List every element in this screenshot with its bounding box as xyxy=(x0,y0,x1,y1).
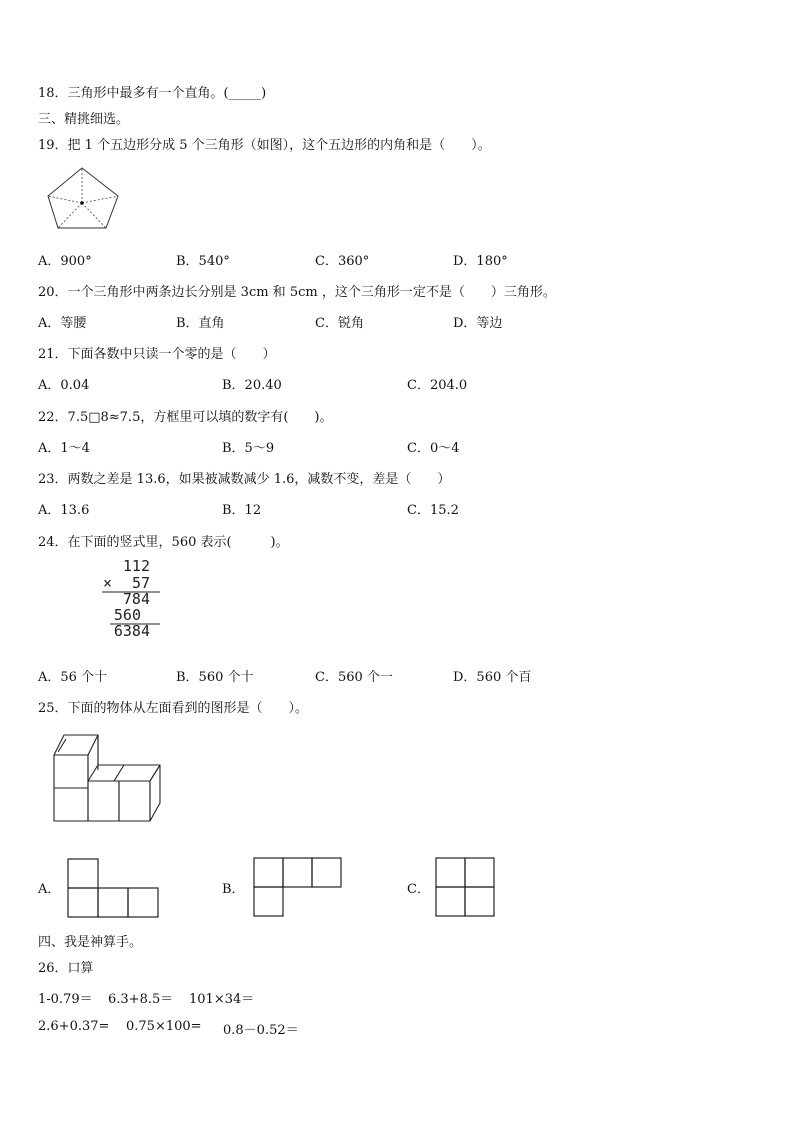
calc-multiplicand: 112 xyxy=(122,557,150,575)
section-3-title: 三、精挑细选。 xyxy=(38,112,130,127)
q19-option-c[interactable]: C．360° xyxy=(315,254,370,269)
q25-option-a-label[interactable]: A． xyxy=(38,882,61,897)
q22-option-b[interactable]: B．5～9 xyxy=(222,441,275,456)
question-23: 23．两数之差是 13.6，如果被减数减少 1.6，减数不变，差是（ ） xyxy=(38,472,451,487)
question-18: 18．三角形中最多有一个直角。(_____) xyxy=(38,86,267,101)
q25-option-b-label[interactable]: B． xyxy=(222,882,245,897)
q25-option-c-label[interactable]: C． xyxy=(407,882,430,897)
question-22: 22．7.5□8≈7.5，方框里可以填的数字有( )。 xyxy=(38,410,333,425)
q25-option-a-figure[interactable] xyxy=(67,858,159,918)
question-24: 24．在下面的竖式里，560 表示( )。 xyxy=(38,535,289,550)
question-21: 21．下面各数中只读一个零的是（ ） xyxy=(38,347,276,362)
pentagon-figure xyxy=(46,166,122,230)
q26-item-1[interactable]: 1-0.79＝ xyxy=(38,992,93,1007)
q26-item-6[interactable]: 0.8－0.52＝ xyxy=(223,1023,299,1038)
q22-option-a[interactable]: A．1～4 xyxy=(38,441,90,456)
calc-multiplier: 57 xyxy=(131,574,150,592)
question-20: 20．一个三角形中两条边长分别是 3cm 和 5cm ，这个三角形一定不是（ ）三角形。 xyxy=(38,285,556,300)
q21-option-c[interactable]: C．204.0 xyxy=(407,378,468,393)
cube-stack-figure xyxy=(50,733,165,823)
q26-item-3[interactable]: 101×34＝ xyxy=(189,992,255,1007)
q20-option-c[interactable]: C．锐角 xyxy=(315,316,364,331)
q20-option-d[interactable]: D．等边 xyxy=(453,316,503,331)
question-25: 25．下面的物体从左面看到的图形是（ ）。 xyxy=(38,701,309,716)
q24-option-b[interactable]: B．560 个十 xyxy=(176,670,254,685)
q23-option-b[interactable]: B．12 xyxy=(222,503,262,518)
q21-option-b[interactable]: B．20.40 xyxy=(222,378,282,393)
question-19: 19．把 1 个五边形分成 5 个三角形（如图），这个五边形的内角和是（ ）。 xyxy=(38,138,491,153)
q20-option-b[interactable]: B．直角 xyxy=(176,316,225,331)
calc-result: 6384 xyxy=(113,622,150,640)
q19-option-b[interactable]: B．540° xyxy=(176,254,230,269)
q24-option-d[interactable]: D．560 个百 xyxy=(453,670,532,685)
q25-option-b-figure[interactable] xyxy=(253,857,343,917)
question-26-title: 26．口算 xyxy=(38,961,94,976)
section-4-title: 四、我是神算手。 xyxy=(38,935,143,950)
q23-option-c[interactable]: C．15.2 xyxy=(407,503,459,518)
calc-partial-1: 784 xyxy=(122,590,150,608)
q24-option-a[interactable]: A．56 个十 xyxy=(38,670,108,685)
q21-option-a[interactable]: A．0.04 xyxy=(38,378,90,393)
calc-partial-2: 560 xyxy=(113,606,141,624)
q26-item-2[interactable]: 6.3+8.5＝ xyxy=(108,992,174,1007)
q25-option-c-figure[interactable] xyxy=(435,857,495,917)
q26-item-5[interactable]: 0.75×100= xyxy=(126,1019,202,1034)
calc-operator: × xyxy=(103,574,113,592)
q22-option-c[interactable]: C．0～4 xyxy=(407,441,460,456)
q19-option-a[interactable]: A．900° xyxy=(38,254,92,269)
q19-option-d[interactable]: D．180° xyxy=(453,254,508,269)
q23-option-a[interactable]: A．13.6 xyxy=(38,503,90,518)
vertical-multiplication xyxy=(100,556,170,646)
q20-option-a[interactable]: A．等腰 xyxy=(38,316,87,331)
q26-item-4[interactable]: 2.6+0.37= xyxy=(38,1019,110,1034)
q24-option-c[interactable]: C．560 个一 xyxy=(315,670,393,685)
